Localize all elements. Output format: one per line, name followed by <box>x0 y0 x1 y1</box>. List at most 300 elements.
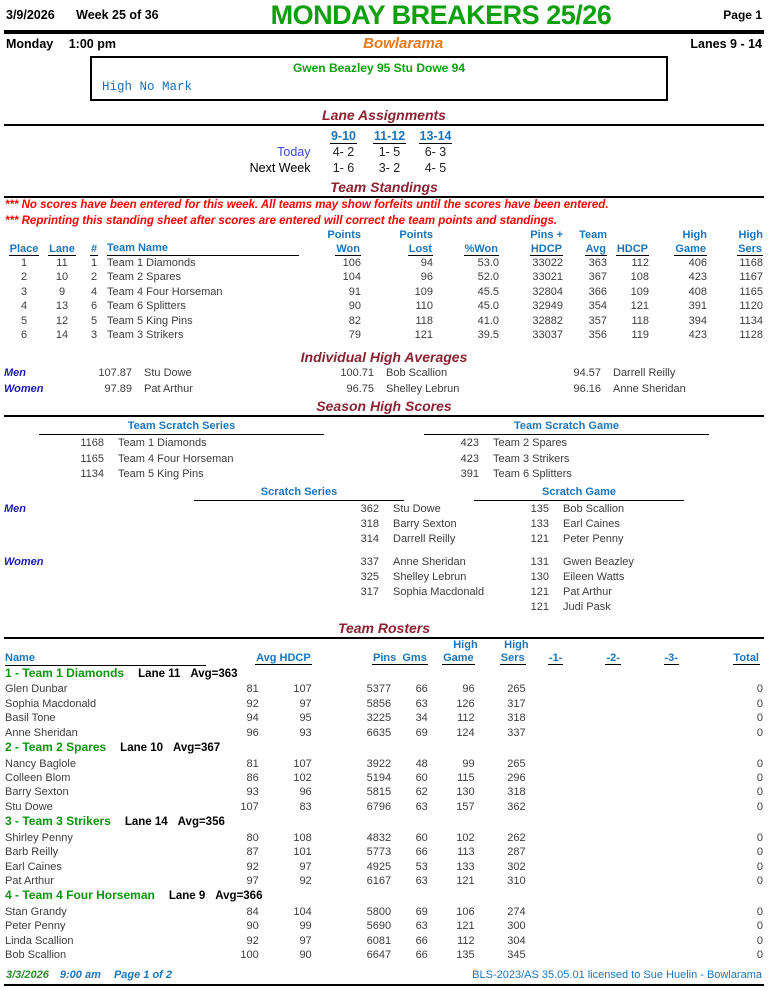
roster-cell: 34 <box>415 712 428 725</box>
roster-team-lane: Lane 9 <box>168 890 206 903</box>
roster-cell <box>529 711 586 725</box>
standings-cell: 406 <box>688 257 707 269</box>
roster-cell: 60 <box>415 771 428 784</box>
roster-team-header-cell <box>5 888 763 905</box>
scratch-game-name: Bob Scallion <box>563 502 625 515</box>
standings-cell: 33021 <box>532 271 563 284</box>
sheet-date: 3/9/2026 <box>6 8 55 22</box>
scratch-series-score: 317 <box>360 585 379 598</box>
roster-cell <box>644 845 702 859</box>
standings-row <box>5 299 763 313</box>
roster-player-row <box>5 948 763 962</box>
high-average-row-men <box>4 366 764 382</box>
standings-header-top-cell <box>433 229 499 242</box>
roster-cell: 6796 <box>366 800 392 813</box>
standings-cell: 1120 <box>739 300 763 313</box>
roster-cell <box>586 831 644 845</box>
standings-header-top-cell: High <box>682 229 707 241</box>
roster-cell: 69 <box>415 905 428 918</box>
team-scratch-game-name: Team 3 Strikers <box>493 452 570 465</box>
bowler-name: Anne Sheridan <box>613 382 686 395</box>
scratch-series-header: Scratch Series <box>194 485 404 501</box>
standings-cell: Team 3 Strikers <box>107 329 184 342</box>
league-title: MONDAY BREAKERS 25/26 <box>270 0 612 30</box>
roster-cell: 86 <box>246 771 259 784</box>
team-scratch-series-name: Team 4 Four Horseman <box>118 452 234 465</box>
roster-cell: 66 <box>415 683 428 696</box>
standings-head <box>5 229 763 256</box>
standings-cell: 4 <box>20 300 28 313</box>
standings-header-cell <box>5 242 43 256</box>
roster-team-name: 4 - Team 4 Four Horseman <box>5 888 155 903</box>
roster-cell <box>586 860 644 874</box>
standings-header-top-cell <box>81 229 107 242</box>
scratch-row <box>4 517 764 532</box>
announcement-line-1: Gwen Beazley 95 Stu Dowe 94 <box>292 61 466 75</box>
scratch-game-score: 130 <box>530 570 549 583</box>
standings-cell: 79 <box>348 329 361 342</box>
scratch-game-header: Scratch Game <box>474 485 684 501</box>
roster-cell <box>586 905 644 919</box>
scratch-row <box>4 555 764 570</box>
roster-cell: 0 <box>756 860 763 873</box>
roster-cell <box>644 934 702 948</box>
standings-cell: 106 <box>342 257 361 269</box>
roster-header-top-cell: High <box>504 638 529 651</box>
roster-cell: 0 <box>756 771 763 784</box>
roster-cell <box>586 934 644 948</box>
team-scratch-series-score: 1134 <box>80 468 104 481</box>
standings-cell: 12 <box>55 314 69 327</box>
standings-header-label: Game <box>675 242 706 255</box>
roster-cell: 318 <box>507 786 526 799</box>
standings-cell: 41.0 <box>477 314 499 327</box>
roster-team-name: 3 - Team 3 Strikers <box>5 814 111 829</box>
roster-cell: 265 <box>507 757 526 770</box>
section-title-team-standings: Team Standings <box>330 179 438 195</box>
roster-cell: Linda Scallion <box>5 934 74 947</box>
standings-header-label: %Won <box>464 242 498 255</box>
notice-line-2: *** Reprinting this standing sheet after scores are entered will correct the team points and standings. <box>5 214 558 227</box>
roster-cell: 274 <box>507 905 526 918</box>
bowling-center-name: Bowlarama <box>363 35 444 52</box>
team-scratch-game-score: 391 <box>460 468 479 481</box>
lane-row-next-week <box>226 160 459 176</box>
standings-header-cell <box>563 242 607 256</box>
standings-cell: Team 4 Four Horseman <box>107 285 223 298</box>
roster-cell: 95 <box>299 712 312 725</box>
standings-cell: 357 <box>588 314 607 327</box>
standings-cell: 3 <box>20 285 28 298</box>
roster-team-header-row <box>5 666 763 683</box>
scratch-game-name: Peter Penny <box>563 532 624 545</box>
roster-cell: 0 <box>756 712 763 725</box>
roster-cell: 296 <box>507 771 526 784</box>
roster-player-row <box>5 697 763 711</box>
standings-cell: 45.5 <box>477 285 499 298</box>
scratch-series-score: 337 <box>360 555 379 568</box>
team-scratch-game-header: Team Scratch Game <box>424 419 709 435</box>
roster-cell: 0 <box>756 800 763 813</box>
roster-cell: 92 <box>246 934 259 947</box>
scratch-headers <box>4 485 764 502</box>
roster-cell: 84 <box>246 905 259 918</box>
roster-cell: 157 <box>456 800 475 813</box>
roster-cell: 262 <box>507 831 526 844</box>
roster-cell: 102 <box>293 771 312 784</box>
roster-header-top-cell <box>586 639 644 652</box>
scratch-row <box>4 600 764 615</box>
roster-cell: 107 <box>240 800 259 813</box>
bowler-name: Darrell Reilly <box>613 367 676 380</box>
scratch-series-name: Sophia Macdonald <box>393 585 485 598</box>
roster-cell: Barry Sexton <box>5 786 69 799</box>
standings-header-top-cell <box>107 229 299 242</box>
standings-cell: 14 <box>55 329 69 342</box>
bowler-name: Bob Scallion <box>386 367 448 380</box>
roster-cell: Earl Caines <box>5 860 62 873</box>
roster-cell: 83 <box>299 800 312 813</box>
roster-header-top-cell <box>529 639 586 652</box>
standings-cell: 108 <box>630 271 649 284</box>
team-scratch-row <box>4 467 764 483</box>
roster-team-header-cell <box>5 666 763 683</box>
roster-header-cell <box>478 652 529 666</box>
roster-header-label: Game <box>443 652 474 665</box>
roster-cell: 81 <box>246 683 259 696</box>
roster-cell <box>529 919 586 933</box>
standings-cell: Team 6 Splitters <box>107 300 186 313</box>
roster-cell: 69 <box>415 726 428 739</box>
roster-header-cell <box>431 652 478 666</box>
standings-cell: Team 5 King Pins <box>107 314 193 327</box>
roster-cell: 0 <box>756 831 763 844</box>
standings-cell: 121 <box>630 300 649 313</box>
standings-cell: 94 <box>420 257 433 269</box>
roster-cell: 121 <box>456 874 475 887</box>
roster-cell: 108 <box>293 831 312 844</box>
men-label: Men <box>4 367 26 380</box>
scratch-game-name: Pat Arthur <box>563 585 612 598</box>
standings-cell: 1168 <box>739 257 763 269</box>
bowler-name: Pat Arthur <box>144 382 193 395</box>
roster-cell: 135 <box>456 949 475 962</box>
scratch-game-name: Eileen Watts <box>563 570 625 583</box>
roster-cell: 90 <box>299 949 312 962</box>
roster-cell <box>586 682 644 696</box>
roster-cell: 0 <box>756 697 763 710</box>
roster-cell: 0 <box>756 874 763 887</box>
scratch-game-score: 135 <box>530 502 549 515</box>
standings-cell: 391 <box>688 300 707 313</box>
roster-cell: 53 <box>415 860 428 873</box>
roster-header-top-cell <box>5 639 209 652</box>
roster-cell: 6167 <box>366 874 392 887</box>
roster-header-row <box>5 652 763 666</box>
roster-cell: 97 <box>299 697 312 710</box>
standings-cell: 5 <box>90 314 98 327</box>
roster-cell: 115 <box>457 771 475 784</box>
standings-cell: 39.5 <box>477 329 499 342</box>
standings-header-top-cell: Points <box>327 229 361 241</box>
roster-header-cell <box>586 652 644 666</box>
roster-player-row <box>5 919 763 933</box>
roster-cell: 6647 <box>366 949 392 962</box>
roster-cell: 5856 <box>366 697 392 710</box>
roster-cell: Bob Scallion <box>5 949 67 962</box>
roster-cell: 48 <box>415 757 428 770</box>
section-title-individual-high-averages: Individual High Averages <box>300 349 468 366</box>
roster-cell <box>644 800 702 814</box>
roster-player-row <box>5 682 763 696</box>
roster-cell <box>644 874 702 888</box>
roster-cell <box>529 831 586 845</box>
team-scratch-game-score: 423 <box>460 437 479 450</box>
roster-team-lane: Lane 11 <box>138 667 181 680</box>
day-time <box>6 37 116 51</box>
roster-team-name: 1 - Team 1 Diamonds <box>5 665 125 680</box>
roster-header-label: Sers <box>500 652 525 665</box>
standings-row <box>5 314 763 328</box>
standings-table <box>5 229 763 342</box>
roster-cell <box>529 757 586 771</box>
standings-cell: 109 <box>630 285 649 298</box>
standings-header-cell <box>433 242 499 256</box>
standings-cell: 112 <box>631 257 649 269</box>
roster-team-avg: Avg=363 <box>190 667 238 680</box>
roster-player-row <box>5 905 763 919</box>
roster-header-label: Name <box>5 652 206 666</box>
scratch-row <box>4 570 764 585</box>
standings-header-label: Lane <box>49 242 75 255</box>
roster-cell: 0 <box>756 786 763 799</box>
lane-assignments-block <box>226 128 459 176</box>
standings-row <box>5 328 763 342</box>
roster-cell: 310 <box>507 874 526 887</box>
roster-header-top-cell <box>315 639 431 652</box>
roster-cell: 304 <box>507 934 526 947</box>
roster-player-row <box>5 771 763 785</box>
roster-cell <box>529 948 586 962</box>
roster-team-header-cell <box>5 740 763 757</box>
standings-cell: 4 <box>90 285 98 298</box>
high-average-value: 96.16 <box>573 382 601 395</box>
standings-header-label: Team Name <box>107 242 299 256</box>
scratch-series-score: 318 <box>360 517 379 530</box>
roster-cell: 0 <box>756 949 763 962</box>
standings-cell: 3 <box>90 329 98 342</box>
roster-cell <box>529 934 586 948</box>
roster-cell: 92 <box>246 860 259 873</box>
roster-cell: 80 <box>246 831 259 844</box>
roster-cell: 90 <box>246 920 259 933</box>
standings-header-top-cell: Team <box>579 229 607 241</box>
standings-cell: 6 <box>90 300 98 313</box>
team-scratch-game-name: Team 6 Splitters <box>493 468 572 481</box>
roster-cell: 66 <box>415 934 428 947</box>
roster-cell: 60 <box>415 831 428 844</box>
roster-cell: 106 <box>456 905 475 918</box>
standings-header-cell <box>607 242 649 256</box>
standings-cell: 118 <box>415 314 433 327</box>
roster-cell: 0 <box>756 757 763 770</box>
standings-cell: 110 <box>415 300 433 313</box>
team-scratch-game-score: 423 <box>460 452 479 465</box>
scratch-series-name: Barry Sexton <box>393 517 457 530</box>
scratch-series-score <box>319 600 379 615</box>
roster-cell: 5815 <box>366 786 392 799</box>
standings-cell: 1 <box>90 257 98 269</box>
standings-header-cell <box>299 242 361 256</box>
bottom-rule <box>4 984 764 986</box>
team-scratch-game-name: Team 2 Spares <box>493 437 567 450</box>
standings-header-label: Place <box>9 242 39 255</box>
standings-header-cell <box>707 242 763 256</box>
scratch-row <box>4 585 764 600</box>
roster-team-lane: Lane 14 <box>124 816 168 829</box>
roster-cell: 3922 <box>366 757 392 770</box>
roster-body <box>5 666 763 963</box>
roster-cell: Anne Sheridan <box>5 726 78 739</box>
team-scratch-row <box>4 452 764 468</box>
footer <box>4 969 764 981</box>
standings-body <box>5 256 763 342</box>
roster-cell: 66 <box>415 846 428 859</box>
roster-cell: 287 <box>507 846 526 859</box>
roster-cell: 96 <box>246 726 259 739</box>
roster-cell <box>529 874 586 888</box>
roster-team-lane: Lane 10 <box>120 742 163 755</box>
roster-cell: 337 <box>507 726 526 739</box>
standings-cell: 2 <box>20 271 28 284</box>
women-label: Women <box>4 382 44 395</box>
scratch-series-name: Stu Dowe <box>393 502 441 515</box>
standings-cell: 356 <box>588 329 607 342</box>
roster-player-row <box>5 726 763 740</box>
lane-row-today <box>226 144 459 160</box>
roster-cell: 133 <box>456 860 475 873</box>
roster-cell <box>644 860 702 874</box>
team-scratch-series-header: Team Scratch Series <box>39 419 324 435</box>
roster-cell <box>586 711 644 725</box>
roster-cell: Barb Reilly <box>5 846 59 859</box>
roster-cell <box>586 785 644 799</box>
roster-cell <box>586 845 644 859</box>
high-average-value: 107.87 <box>98 367 132 380</box>
roster-cell: 362 <box>507 800 526 813</box>
standings-cell: 90 <box>348 300 361 313</box>
scratch-game-score: 121 <box>530 585 549 598</box>
roster-cell <box>644 905 702 919</box>
standings-cell: 423 <box>688 329 707 342</box>
roster-cell <box>644 711 702 725</box>
roster-cell: 96 <box>299 786 312 799</box>
footer-license: BLS-2023/AS 35.05.01 licensed to Sue Huelin - Bowlarama <box>472 969 762 982</box>
standings-cell: 2 <box>90 271 98 284</box>
gender-label: Men <box>4 502 26 515</box>
roster-cell <box>529 682 586 696</box>
roster-cell: 63 <box>415 697 428 710</box>
standings-header-cell <box>43 242 81 256</box>
header-row-2 <box>4 34 764 53</box>
roster-cell: 6081 <box>366 934 392 947</box>
standings-cell: 52.0 <box>477 271 499 284</box>
roster-cell: 62 <box>415 786 428 799</box>
scratch-series-name: Anne Sheridan <box>393 555 466 568</box>
scratch-game-score: 131 <box>530 555 549 568</box>
roster-cell <box>586 919 644 933</box>
roster-cell <box>586 697 644 711</box>
standings-row <box>5 285 763 299</box>
announcement-line-2: High No Mark <box>102 80 193 94</box>
roster-header-top-row <box>5 639 763 652</box>
roster-cell: Stan Grandy <box>5 905 67 918</box>
roster-header-cell <box>644 652 702 666</box>
lane-pair-header-row <box>226 128 459 144</box>
notice-line-1: *** No scores have been entered for this week. All teams may show forfeits until the scores have been entered. <box>5 199 609 211</box>
lane-matchup: 1- 6 <box>332 161 355 175</box>
standings-header-cell <box>499 242 563 256</box>
roster-cell: 121 <box>456 920 475 933</box>
roster-cell: 4925 <box>366 860 392 873</box>
scratch-game-name: Judi Pask <box>563 600 611 613</box>
roster-header-label: -2- <box>606 652 620 665</box>
standings-cell: 11 <box>56 257 68 269</box>
roster-cell <box>644 697 702 711</box>
standings-header-label: Won <box>336 242 360 255</box>
scratch-series-score: 314 <box>360 532 379 545</box>
standings-cell: Team 2 Spares <box>107 271 181 284</box>
roster-team-name: 2 - Team 2 Spares <box>5 740 107 755</box>
roster-cell <box>586 948 644 962</box>
standings-header-label: Avg <box>585 242 606 255</box>
standings-cell: 1134 <box>739 314 763 327</box>
roster-cell: 87 <box>246 846 259 859</box>
roster-header-top-cell <box>644 639 702 652</box>
roster-header-label: Avg HDCP <box>256 652 311 665</box>
roster-cell: 93 <box>246 786 259 799</box>
standings-header-top-cell <box>607 229 649 242</box>
team-scratch-series-name: Team 5 King Pins <box>118 468 204 481</box>
standings-header-label: Lost <box>408 242 432 255</box>
standings-cell: 354 <box>588 300 607 313</box>
scratch-men-list <box>4 502 764 547</box>
standings-cell: 96 <box>420 271 433 284</box>
roster-cell <box>644 682 702 696</box>
scratch-series-score: 325 <box>360 570 379 583</box>
roster-header-label: Total <box>733 652 759 665</box>
roster-cell: 92 <box>246 697 259 710</box>
team-scratch-headers <box>4 419 764 436</box>
standings-cell: 53.0 <box>477 257 499 269</box>
roster-player-row <box>5 934 763 948</box>
roster-player-row <box>5 860 763 874</box>
standings-header-row <box>5 242 763 256</box>
standings-header-top-cell <box>5 229 43 242</box>
standings-header-label: Sers <box>738 242 762 255</box>
high-average-value: 97.89 <box>104 382 132 395</box>
standings-row <box>5 270 763 284</box>
team-scratch-series-name: Team 1 Diamonds <box>118 437 207 450</box>
gender-label: Women <box>4 555 44 568</box>
scratch-game-name: Earl Caines <box>563 517 620 530</box>
standings-cell: 366 <box>588 285 607 298</box>
lane-matchup: 6- 3 <box>424 145 447 159</box>
roster-cell: 5194 <box>366 771 392 784</box>
roster-header-cell <box>5 652 209 666</box>
standings-cell: 13 <box>55 300 69 313</box>
standings-cell: 109 <box>414 285 433 298</box>
